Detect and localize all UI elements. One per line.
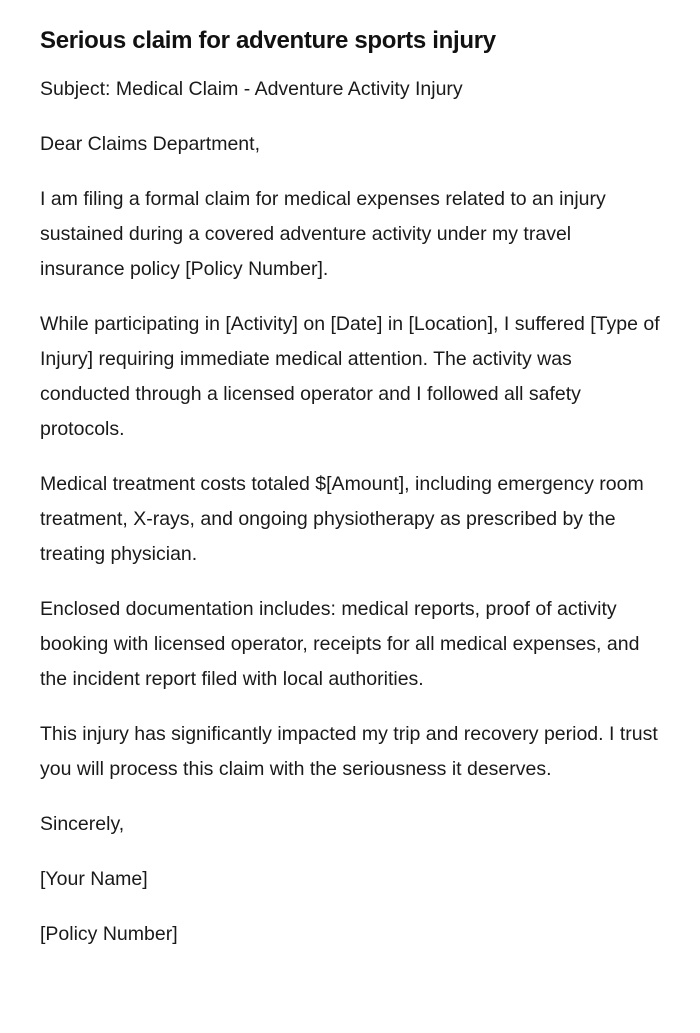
body-paragraph-incident: While participating in [Activity] on [Date] in [Location], I suffered [Type of Injury] requiring immediate medical attention. The activity was conducted through a licensed operator and I followed all safety protocols. xyxy=(40,313,660,440)
greeting: Dear Claims Department, xyxy=(40,133,260,155)
signature-name: [Your Name] xyxy=(40,868,148,890)
body-paragraph-claim-intro: I am filing a formal claim for medical expenses related to an injury sustained during a covered adventure activity under my travel insurance policy [Policy Number]. xyxy=(40,188,606,280)
signature-policy-number: [Policy Number] xyxy=(40,923,178,945)
subject-line: Subject: Medical Claim - Adventure Activity Injury xyxy=(40,78,463,100)
body-paragraph-impact: This injury has significantly impacted my trip and recovery period. I trust you will process this claim with the seriousness it deserves. xyxy=(40,723,658,780)
closing: Sincerely, xyxy=(40,813,125,835)
document-title: Serious claim for adventure sports injury xyxy=(40,27,496,54)
body-paragraph-costs: Medical treatment costs totaled $[Amount], including emergency room treatment, X-rays, and ongoing physiotherapy as prescribed by the treating physician. xyxy=(40,473,644,565)
body-paragraph-documentation: Enclosed documentation includes: medical reports, proof of activity booking with licensed operator, receipts for all medical expenses, and the incident report filed with local authorities. xyxy=(40,598,640,690)
